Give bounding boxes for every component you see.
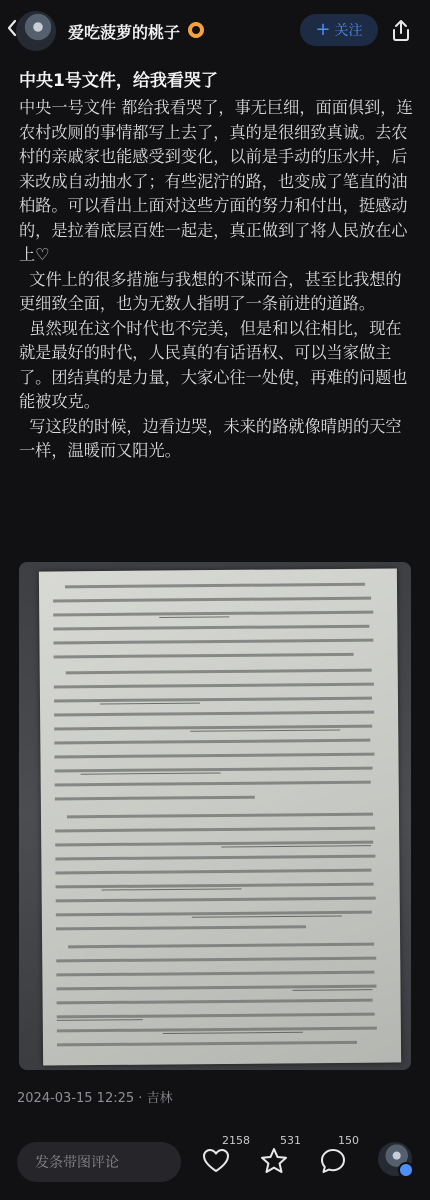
plus-icon: + <box>315 19 331 40</box>
document-text-lines <box>39 568 401 1065</box>
post-timestamp: 2024-03-15 12:25 <box>17 1091 135 1106</box>
heart-icon[interactable] <box>201 1146 231 1176</box>
user-avatar[interactable] <box>378 1142 412 1176</box>
document-page-image <box>39 568 401 1065</box>
post-header <box>0 0 430 56</box>
author-name[interactable]: 爱吃菠萝的桃子 <box>68 23 181 42</box>
post-image[interactable] <box>19 562 411 1070</box>
post-location: 吉林 <box>146 1091 173 1106</box>
follow-button[interactable] <box>300 14 378 46</box>
favorite-count: 531 <box>280 1134 301 1147</box>
follow-label: 关注 <box>334 23 363 39</box>
comment-icon[interactable] <box>318 1146 348 1176</box>
star-icon[interactable] <box>259 1146 289 1176</box>
share-icon[interactable] <box>390 18 412 42</box>
post-paragraph: 写这段的时候，边看边哭，未来的路就像晴朗的天空一样，温暖而又阳光。 <box>19 416 402 460</box>
author-avatar[interactable] <box>16 11 56 51</box>
like-count: 2158 <box>222 1134 250 1147</box>
comment-input[interactable]: 发条带图评论 <box>17 1142 181 1182</box>
post-paragraph: 中央一号文件 都给我看哭了，事无巨细，面面俱到，连农村改厕的事情都写上去了，真的是很细致真诚。去农村的亲戚家也能感受到变化，以前是手动的压水井，后来改成自动抽水了；有些泥泞的路，也变成了笔直的油柏路。可以看出上面对这些方面的努力和付出，挺感动的，是拉着底层百姓一起走，真正做到了将人民放在心上♡ <box>19 98 413 264</box>
verified-badge-icon <box>188 22 204 38</box>
bottom-action-bar <box>0 1130 430 1200</box>
post-body <box>19 96 415 464</box>
post-paragraph: 文件上的很多措施与我想的不谋而合，甚至比我想的更细致全面，也为无数人指明了一条前进的道路。 <box>19 269 402 313</box>
comment-count: 150 <box>338 1134 359 1147</box>
post-title: 中央1号文件，给我看哭了 <box>19 71 218 91</box>
meta-separator: · <box>134 1091 147 1106</box>
post-paragraph: 虽然现在这个时代也不完美，但是和以往相比，现在就是最好的时代，人民真的有话语权、可以当家做主了。团结真的是力量，大家心往一处使，再难的问题也能被攻克。 <box>19 318 408 411</box>
post-meta <box>17 1087 173 1106</box>
